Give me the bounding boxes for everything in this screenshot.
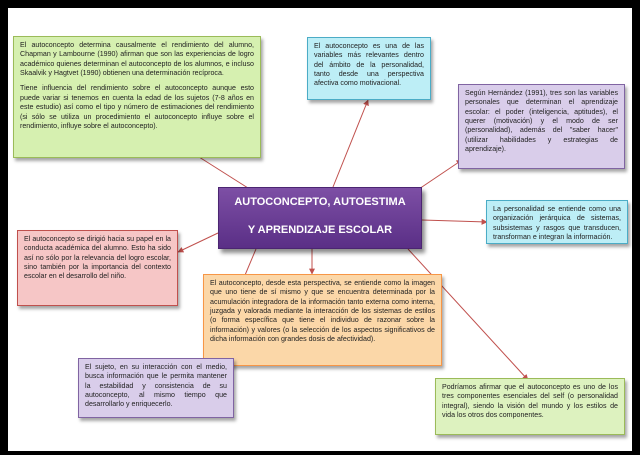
central-topic-title-line2: Y APRENDIZAJE ESCOLAR <box>247 224 393 236</box>
note-box-causal-determination <box>13 36 261 158</box>
note-text: El autoconcepto se dirigió hacia su papel en la conducta académica del alumno. Esto ha sido así no sólo por la relevancia del logro escolar, sino también por la importancia del contexto escolar en el desarrollo del niño. <box>24 235 171 281</box>
note-box-subject-interaction <box>78 358 234 418</box>
connector-mid-right <box>422 220 487 222</box>
note-text: El sujeto, en su interacción con el medio, busca información que le permita mantener la estabilidad y consistencia de su autoconcepto, al mismo tiempo que desarrollarlo y enriquecerlo. <box>85 363 227 409</box>
note-box-personality-definition <box>486 200 628 244</box>
note-box-hernandez-variables <box>458 84 625 169</box>
note-text: El autoconcepto, desde esta perspectiva, se entiende como la imagen que uno tiene de sí mismo y que se encuentra determinada por la acumulación integradora de la información tanto externa como interna, juzgada y valorada mediante la interacción de los sistemas de estilos (o forma específica que tiene el individuo de razonar sobre la información) y valores (o la selección de los aspectos significativos de dicha información con grandes dosis de afectividad). <box>210 279 435 344</box>
note-text: Tiene influencia del rendimiento sobre el autoconcepto aunque esto puede variar si tenemos en cuenta la edad de los sujetos (7-8 años en este estudio) así como el tipo y número de estimaciones del rendimiento (si sólo se utiliza un procedimiento el autoconcepto influye sobre el rendimiento, influye sobre el autoconcepto). <box>20 84 254 130</box>
central-topic-title-line1: AUTOCONCEPTO, AUTOESTIMA <box>234 196 406 208</box>
note-text: La personalidad se entiende como una organización jerárquica de sistemas, subsistemas y rasgos que transducen, transforman e integran la información. <box>493 205 621 242</box>
connector-top-center <box>333 100 368 187</box>
note-box-academic-behavior <box>17 230 178 306</box>
central-topic <box>218 187 422 249</box>
note-text: Según Hernández (1991), tres son las variables personales que determinan el aprendizaje escolar: el poder (inteligencia, aptitudes), el querer (motivación) y el modo de ser (personalidad), además del "saber hacer" (utilizar habilidades y estrategias de aprendizaje). <box>465 89 618 154</box>
connector-mid-left <box>178 233 218 252</box>
note-text: Podríamos afirmar que el autoconcepto es uno de los tres componentes esenciales del self (o personalidad integral), siendo la visión del mundo y los estilos de vida los otros dos componentes. <box>442 383 618 420</box>
concept-map-canvas <box>8 8 632 451</box>
note-text: El autoconcepto determina causalmente el rendimiento del alumno, Chapman y Lambourne (1990) afirman que son las experiencias de logro académico quienes determinan el autoconcepto de los alumnos, e incluso Skaalvik y Hagtvet (1990) obtienen una determinación recíproca. <box>20 41 254 78</box>
note-text: El autoconcepto es una de las variables más relevantes dentro del ámbito de la personalidad, tanto desde una perspectiva afectiva como motivacional. <box>314 42 424 88</box>
note-box-relevant-variable <box>307 37 431 100</box>
note-box-self-components <box>435 378 625 435</box>
note-box-self-image <box>203 274 442 366</box>
